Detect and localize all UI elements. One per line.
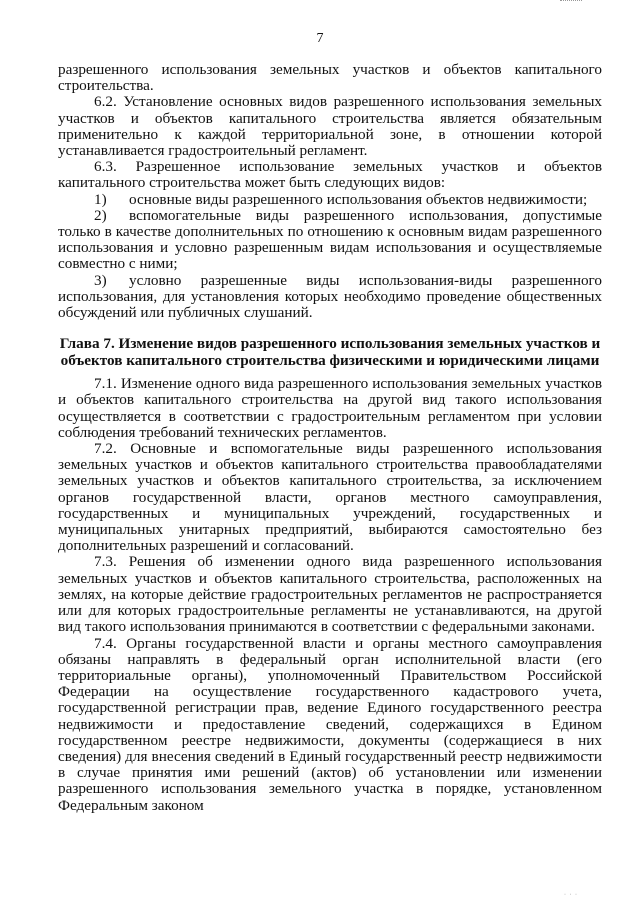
paragraph-7-3: 7.3. Решения об изменении одного вида разрешенного использования земельных участков и объектов капитального строительства, расположенных на землях, на которые действие градостроительных регламентов не распространяется или для которых градостроительные регламенты не устанавливаются, на другой вид такого использования принимаются в соответствии с федеральными законами. (58, 553, 602, 636)
paragraph-6-2: 6.2. Установление основных видов разрешенного использования земельных участков и объектов капитального строительства является обязательным применительно к каждой территориальной зоне, в отношении которой устанавливается градостроительный регламент. (58, 93, 602, 160)
page-number: 7 (316, 31, 324, 46)
list-item-1 (58, 192, 602, 208)
list-item-2-number: 2) (94, 206, 107, 224)
chapter-heading: Глава 7. Изменение видов разрешенного использования земельных участков и объектов капитального строительства физическими и юридическими лицами (59, 335, 601, 370)
scan-artifact-corner: · · · (564, 891, 578, 898)
paragraph-7-4: 7.4. Органы государственной власти и органы местного самоуправления обязаны направлять в федеральный орган исполнительной власти (его территориальные органы), уполномоченный Правительством Российской Федерации на осуществление государственного кадастрового учета, государственной регистрации прав, ведение Единого государственного реестра недвижимости и предоставление сведений, содержащихся в Едином государственном реестре недвижимости, документы (содержащиеся в них сведения) для внесения сведений в Единый государственный реестр недвижимости в случае принятия ими решений (актов) об установлении или изменении разрешенного использования земельного участка в порядке, установленном Федеральным законом (58, 634, 602, 814)
paragraph-continuation: разрешенного использования земельных участков и объектов капитального строительства. (58, 61, 602, 95)
list-item-3-text: условно разрешенные виды использования-виды разрешенного использования, для установления которых необходимо проведение общественных обсуждений или публичных слушаний. (58, 271, 602, 322)
paragraph-7-2: 7.2. Основные и вспомогательные виды разрешенного использования земельных участков и объектов капитального строительства правообладателями земельных участков и объектов капитального строительства, за исключением органов государственной власти, органов местного самоуправления, государственных и муниципальных учреждений, государственных и муниципальных унитарных предприятий, выбираются самостоятельно без дополнительных разрешений и согласований. (58, 440, 602, 555)
document-body (58, 62, 602, 814)
scan-artifact-mark (560, 0, 582, 3)
list-item-3 (58, 273, 602, 322)
paragraph-6-3: 6.3. Разрешенное использование земельных участков и объектов капитального строительства может быть следующих видов: (58, 158, 602, 192)
paragraph-7-1: 7.1. Изменение одного вида разрешенного использования земельных участков и объектов капитального строительства на другой вид такого использования осуществляется в соответствии с градостроительным регламентом при условии соблюдения требований технических регламентов. (58, 375, 602, 441)
list-item-2-text: вспомогательные виды разрешенного использования, допустимые только в качестве дополнительных по отношению к основным видам разрешенного использования и условно разрешенным видам использования и осуществляемые совместно с ними; (58, 206, 602, 273)
list-item-1-text: основные виды разрешенного использования объектов недвижимости; (129, 190, 588, 208)
list-item-2 (58, 208, 602, 273)
list-item-1-number: 1) (94, 190, 107, 208)
list-item-3-number: 3) (94, 271, 107, 289)
